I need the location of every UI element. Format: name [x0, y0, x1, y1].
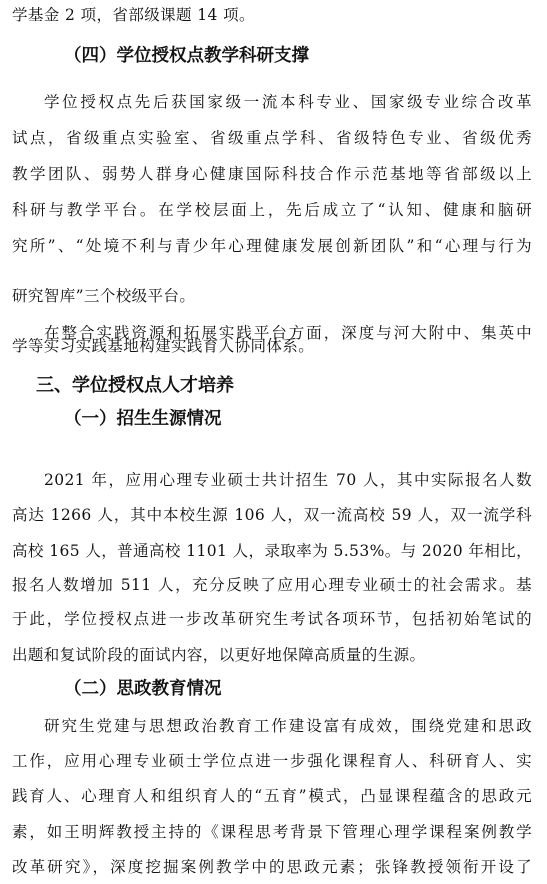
- paragraph-line: 研究智库”三个校级平台。: [12, 287, 196, 305]
- paragraph-line: 学基金 2 项，省部级课题 14 项。: [12, 6, 255, 24]
- paragraph-line: 教学团队、弱势人群身心健康国际科技合作示范基地等省部级以上: [12, 165, 532, 183]
- section-heading-4: （四）学位授权点教学科研支撑: [64, 46, 309, 66]
- section-heading-1: （一）招生生源情况: [64, 409, 222, 429]
- paragraph-line: 报名人数增加 511 人，充分反映了应用心理专业硕士的社会需求。基: [12, 576, 532, 594]
- chapter-heading-3: 三、学位授权点人才培养: [36, 375, 234, 396]
- paragraph-line: 高达 1266 人，其中本校生源 106 人，双一流高校 59 人，双一流学科: [12, 506, 532, 524]
- paragraph-line: 于此，学位授权点进一步改革研究生考试各项环节，包括初始笔试的: [12, 610, 532, 628]
- paragraph-line: 素，如王明辉教授主持的《课程思考背景下管理心理学课程案例教学: [12, 823, 532, 841]
- paragraph-line: 学等实习实践基地构建实践育人协同体系。: [12, 337, 315, 355]
- section-heading-2: （二）思政教育情况: [64, 679, 222, 699]
- paragraph-line: 改革研究》，深度挖掘案例教学中的思政元素；张锋教授领衔开设了: [12, 858, 532, 876]
- paragraph-line: 出题和复试阶段的面试内容，以更好地保障高质量的生源。: [12, 646, 426, 664]
- paragraph-line: 学位授权点先后获国家级一流本科专业、国家级专业综合改革: [44, 93, 532, 111]
- paragraph-line: 试点，省级重点实验室、省级重点学科、省级特色专业、省级优秀: [12, 129, 532, 147]
- paragraph-line: 在整合实践资源和拓展实践平台方面，深度与河大附中、集英中: [44, 324, 532, 342]
- paragraph-line: 研究生党建与思想政治教育工作建设富有成效，围绕党建和思政: [44, 717, 532, 735]
- paragraph-line: 科研与教学平台。在学校层面上，先后成立了“认知、健康和脑研: [12, 201, 532, 219]
- paragraph-line: 高校 165 人，普通高校 1101 人，录取率为 5.53%。与 2020 年相比，: [12, 542, 532, 560]
- paragraph-line: 践育人、心理育人和组织育人的“五育”模式，凸显课程蕴含的思政元: [12, 787, 532, 805]
- paragraph-line: 究所”、“处境不利与青少年心理健康发展创新团队”和“心理与行为: [12, 237, 532, 255]
- paragraph-line: 工作，应用心理专业硕士学位点进一步强化课程育人、科研育人、实: [12, 752, 532, 770]
- paragraph-line: 2021 年，应用心理专业硕士共计招生 70 人，其中实际报名人数: [44, 471, 532, 489]
